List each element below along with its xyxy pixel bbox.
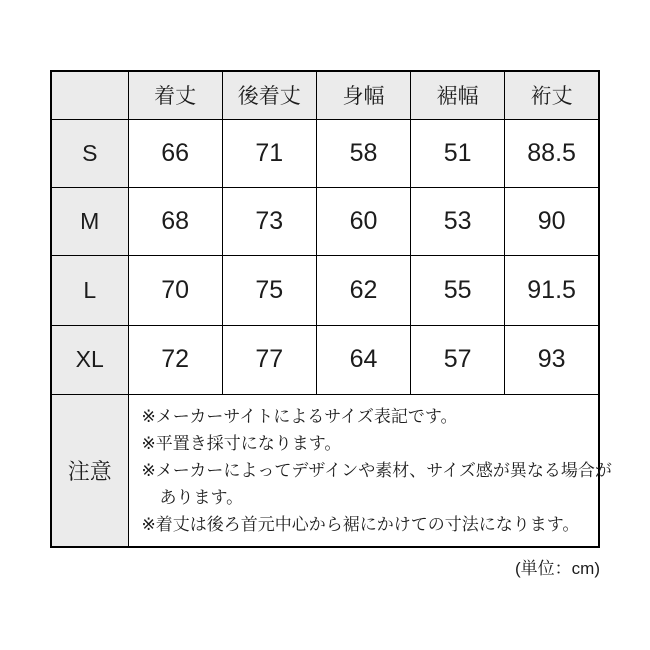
column-header-chakutake: 着丈	[128, 71, 222, 119]
value-cell: 64	[316, 325, 410, 394]
row-label-l: L	[51, 255, 128, 325]
row-label-m: M	[51, 187, 128, 255]
value-cell: 70	[128, 255, 222, 325]
note-line: ※着丈は後ろ首元中心から裾にかけての寸法になります。	[141, 514, 580, 534]
notes-row	[51, 394, 599, 547]
value-cell: 66	[128, 119, 222, 187]
size-table	[50, 70, 612, 548]
column-header-mihaba: 身幅	[316, 71, 410, 119]
notes-cell	[128, 394, 612, 547]
note-line: ※メーカーによってデザインや素材、サイズ感が異なる場合が	[141, 460, 612, 480]
notes-label: 注意	[51, 394, 128, 547]
value-cell: 91.5	[505, 255, 599, 325]
table-row-l	[51, 255, 599, 325]
column-header-ushirochakutake: 後着丈	[222, 71, 316, 119]
value-cell: 88.5	[505, 119, 599, 187]
value-cell: 60	[316, 187, 410, 255]
column-header-yukitake: 裄丈	[505, 71, 599, 119]
corner-cell	[51, 71, 128, 119]
value-cell: 90	[505, 187, 599, 255]
row-label-s: S	[51, 119, 128, 187]
table-row-xl	[51, 325, 599, 394]
unit-label: (単位：cm)	[515, 559, 600, 578]
value-cell: 58	[316, 119, 410, 187]
row-label-xl: XL	[51, 325, 128, 394]
value-cell: 73	[222, 187, 316, 255]
value-cell: 72	[128, 325, 222, 394]
value-cell: 51	[411, 119, 505, 187]
note-line-continuation: あります。	[159, 487, 244, 507]
value-cell: 71	[222, 119, 316, 187]
column-header-susohaba: 裾幅	[411, 71, 505, 119]
value-cell: 57	[411, 325, 505, 394]
value-cell: 68	[128, 187, 222, 255]
table-row-m	[51, 187, 599, 255]
value-cell: 77	[222, 325, 316, 394]
value-cell: 55	[411, 255, 505, 325]
value-cell: 75	[222, 255, 316, 325]
value-cell: 53	[411, 187, 505, 255]
header-row	[51, 71, 599, 119]
value-cell: 62	[316, 255, 410, 325]
note-line: ※平置き採寸になります。	[141, 433, 342, 453]
table-row-s	[51, 119, 599, 187]
note-line: ※メーカーサイトによるサイズ表記です。	[141, 406, 458, 426]
value-cell: 93	[505, 325, 599, 394]
